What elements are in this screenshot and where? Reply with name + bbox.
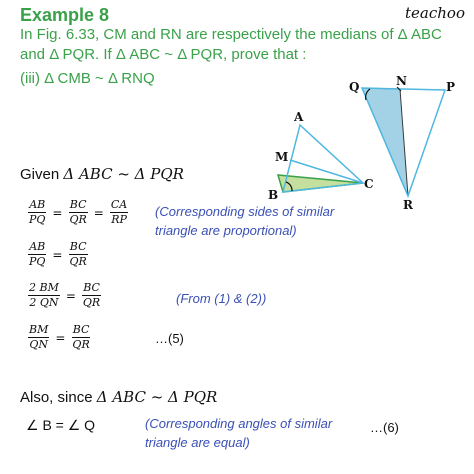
angle-note-line-2: triangle are equal) [145,435,250,450]
fraction-ca-rp: $\frac{CA}{RP}$ [110,198,128,226]
label-p: P [446,80,456,94]
label-m: M [275,150,289,164]
step-1-note-line-2: triangle are proportional) [155,223,297,238]
fraction-bm-qn: $\frac{BM}{QN}$ [29,323,49,351]
label-a: A [294,110,304,124]
fraction-ab-pq: $\frac{AB}{PQ}$ [29,198,46,226]
equation-ref-6: …(6) [370,420,399,435]
step-4-equation: $\frac{BM}{QN}$ = $\frac{BC}{QR}$ [29,323,90,351]
label-c: C [364,177,374,191]
label-r: R [403,198,413,212]
fraction-bc-qr: $\frac{BC}{QR}$ [82,281,101,309]
given-expression: Δ ABC ~ Δ PQR [63,165,184,183]
step-3-note: (From (1) & (2)) [176,291,267,306]
angle-note-line-1: (Corresponding angles of similar [145,416,333,431]
also-prefix: Also, since [20,389,93,406]
step-1-equation: $\frac{AB}{PQ}$ = $\frac{BC}{QR}$ = $\frac{CA}{RP}$ [29,198,128,226]
fraction-bc-qr: $\frac{BC}{QR}$ [69,198,87,226]
angle-statement: ∠ B = ∠ Q [26,417,96,433]
example-title: Example 8 [20,5,110,25]
fraction-ab-pq: $\frac{AB}{PQ}$ [29,240,46,268]
label-n: N [396,74,407,88]
step-1-note-line-1: (Corresponding sides of similar [155,204,335,219]
label-q: Q [349,80,360,94]
step-3-equation: $\frac{2 BM}{2 QN}$ = $\frac{BC}{QR}$ [29,281,101,309]
step-2-equation: $\frac{AB}{PQ}$ = $\frac{BC}{QR}$ [29,240,87,268]
also-expression: Δ ABC ~ Δ PQR [96,388,218,406]
label-b: B [268,188,279,202]
problem-line-3: (iii) Δ CMB ~ Δ RNQ [20,70,155,87]
teachoo-logo: teachoo [405,4,465,22]
also-line [20,388,217,406]
given-prefix: Given [20,166,60,183]
triangle-cmb-shaded [278,175,363,192]
equation-ref-5: …(5) [155,331,184,346]
fraction-bc-qr: $\frac{BC}{QR}$ [72,323,90,351]
fraction-2bm-2qn: $\frac{2 BM}{2 QN}$ [29,281,59,309]
given-line [20,165,184,183]
problem-line-1: In Fig. 6.33, CM and RN are respectively the medians of Δ ABC [20,26,442,43]
problem-line-2: and Δ PQR. If Δ ABC ~ Δ PQR, prove that : [20,46,307,63]
fraction-bc-qr: $\frac{BC}{QR}$ [69,240,87,268]
